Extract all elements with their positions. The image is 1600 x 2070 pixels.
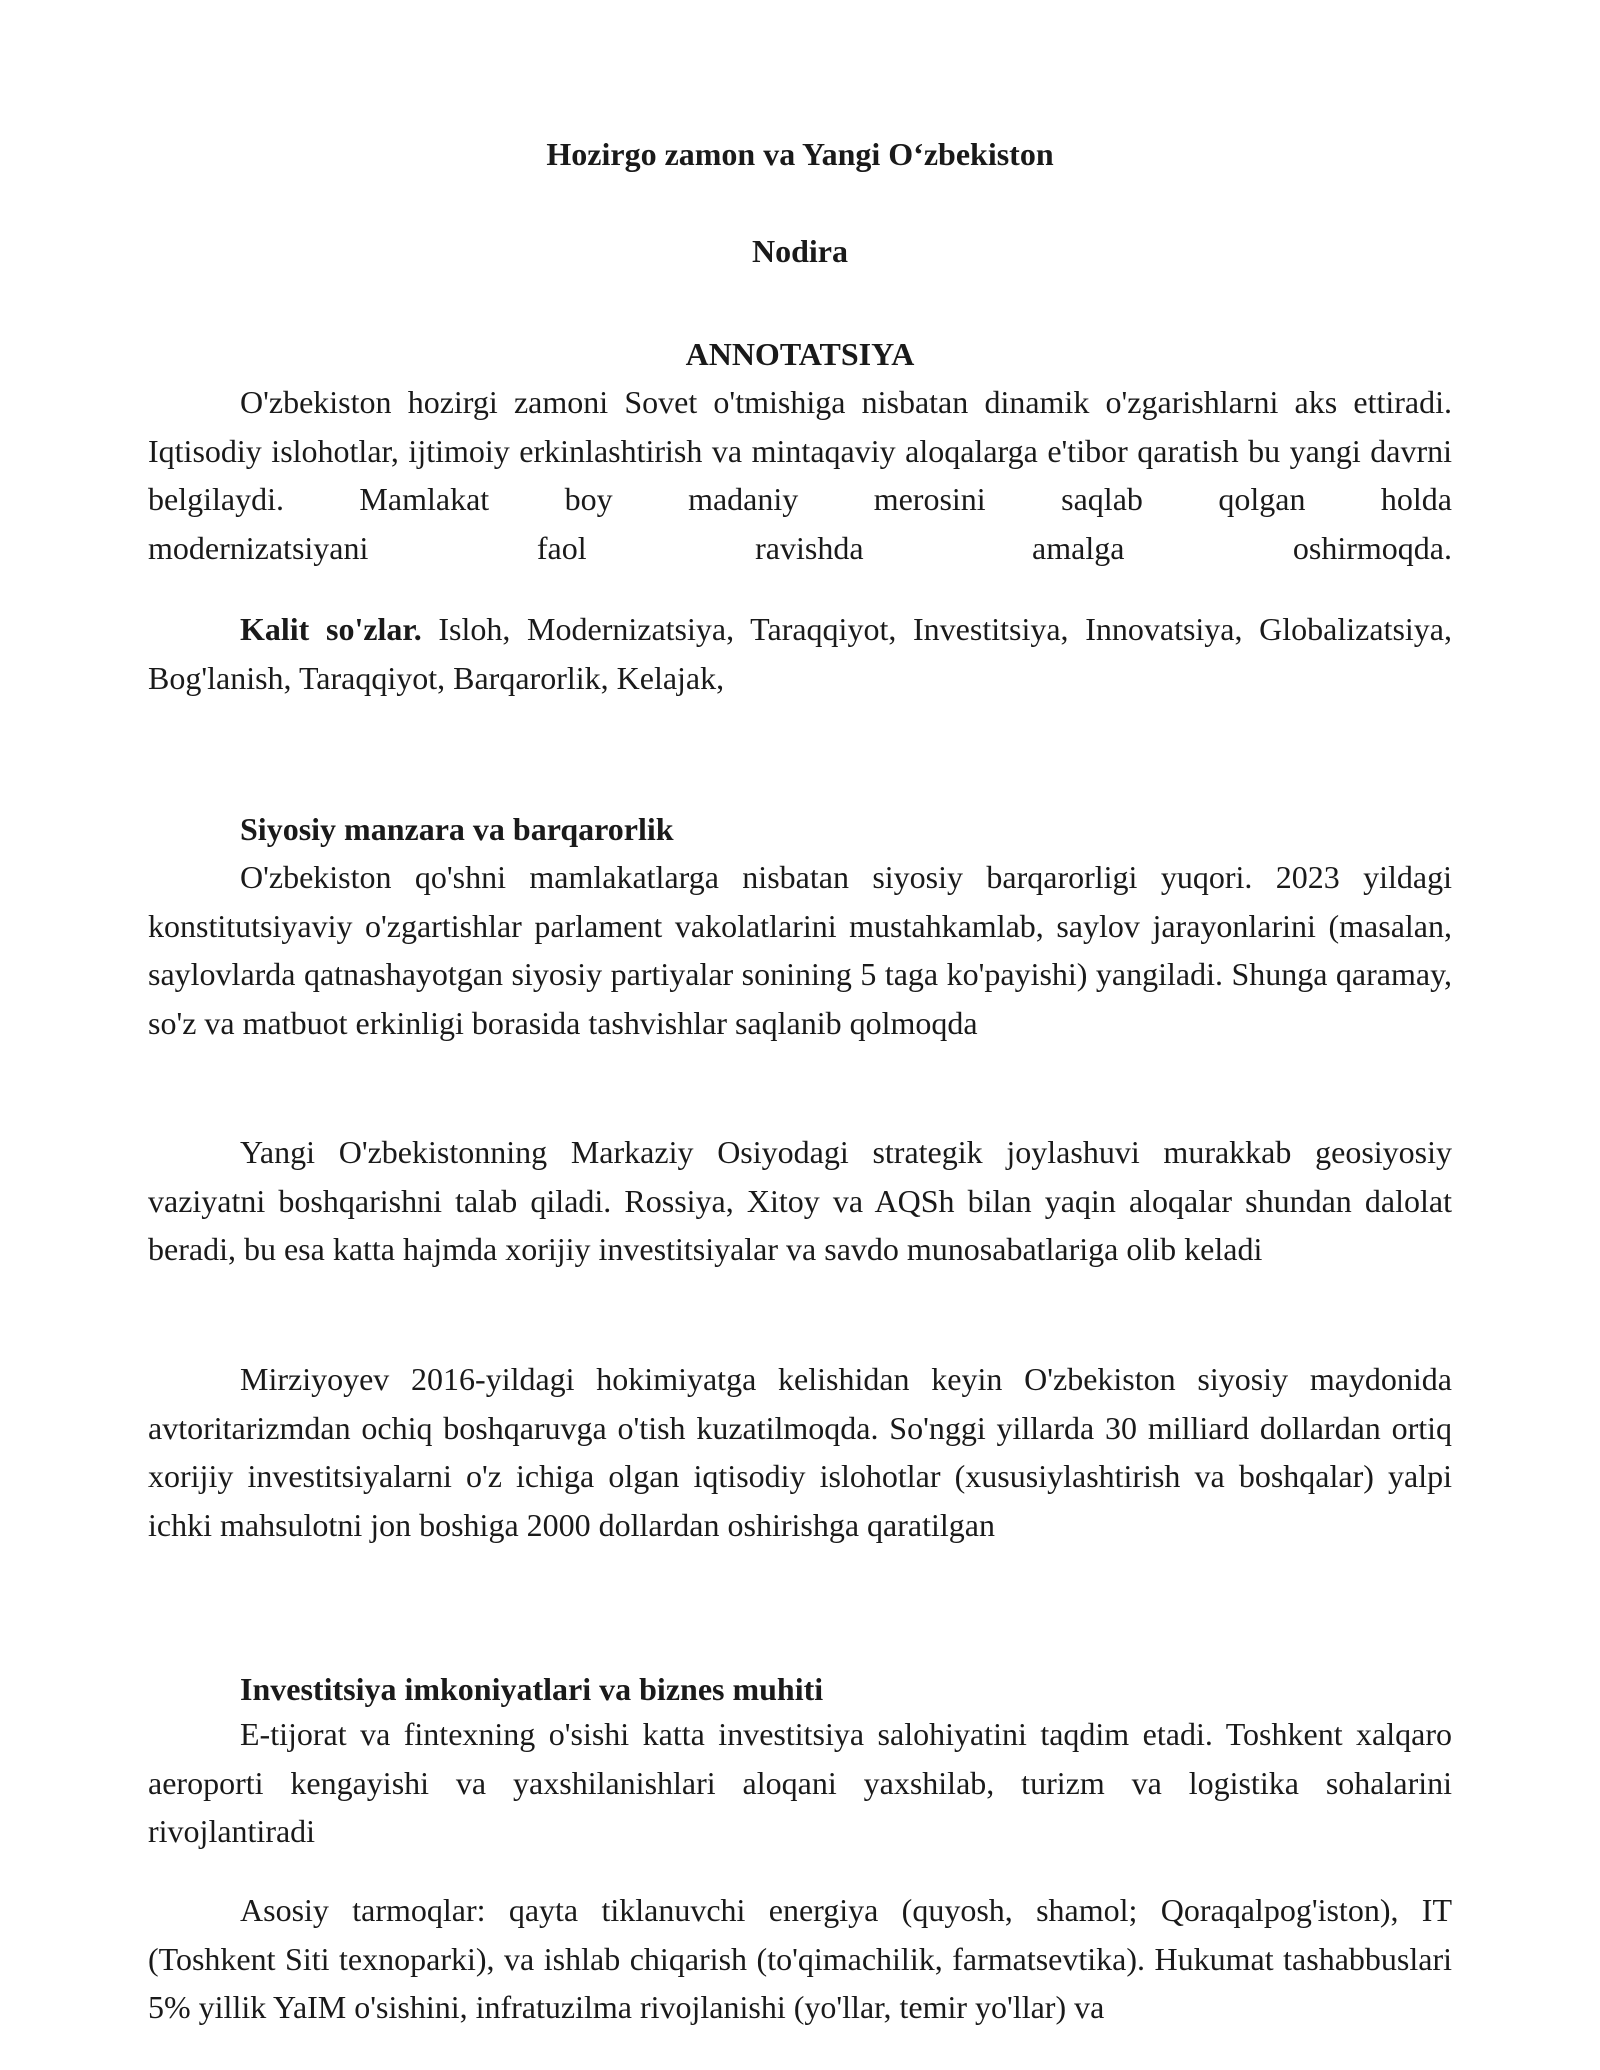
abstract-text-main: O'zbekiston hozirgi zamoni Sovet o'tmishiga nisbatan dinamik o'zgarishlarni aks ettiradi. Iqtisodiy islohotlar, ijtimoiy erkinlashtirish va mintaqaviy aloqalarga e'tibor qaratish bu yangi davrni belgilaydi. Mamlakat boy madaniy merosini saqlab qolgan holda (148, 384, 1452, 517)
keywords-paragraph (148, 605, 1452, 702)
paragraph-text: E-tijorat va fintexning o'sishi katta investitsiya salohiyatini taqdim etadi. Toshkent xalqaro aeroporti kengayishi va yaxshilanishlari aloqani yaxshilab, turizm va logistika sohalarini rivojlantiradi (148, 1716, 1452, 1849)
section-political-p3 (148, 1355, 1452, 1549)
keywords-label: Kalit so'zlar. (240, 611, 422, 647)
document-author: Nodira (752, 233, 848, 269)
section-heading-political: Siyosiy manzara va barqarorlik (240, 811, 674, 847)
document-title: Hozirgo zamon va Yangi O‘zbekiston (546, 136, 1054, 172)
abstract-text-last-line: modernizatsiyani faol ravishda amalga oshirmoqda. (148, 529, 1452, 566)
paragraph-text: Yangi O'zbekistonning Markaziy Osiyodagi strategik joylashuvi murakkab geosiyosiy vaziyatni boshqarishni talab qiladi. Rossiya, Xitoy va AQSh bilan yaqin aloqalar shundan dalolat beradi, bu esa katta hajmda xorijiy investitsiyalar va savdo munosabatlariga olib keladi (148, 1134, 1452, 1267)
paragraph-text: O'zbekiston qo'shni mamlakatlarga nisbatan siyosiy barqarorligi yuqori. 2023 yildagi konstitutsiyaviy o'zgartishlar parlament vakolatlarini mustahkamlab, saylov jarayonlarini (masalan, saylovlarda qatnashayotgan siyosiy partiyalar sonining 5 taga ko'payishi) yangiladi. Shunga qaramay, so'z va matbuot erkinligi borasida tashvishlar saqlanib qolmoqda (148, 859, 1452, 1041)
paragraph-text: Asosiy tarmoqlar: qayta tiklanuvchi energiya (quyosh, shamol; Qoraqalpog'iston), IT (Toshkent Siti texnoparki), va ishlab chiqarish (to'qimachilik, farmatsevtika). Hukumat tashabbuslari 5% yillik YaIM o'sishini, infratuzilma rivojlanishi (yo'llar, temir yo'llar) va (148, 1892, 1452, 2025)
keywords-text: Isloh, Modernizatsiya, Taraqqiyot, Investitsiya, Innovatsiya, Globalizatsiya, Bog'lanish, Taraqqiyot, Barqarorlik, Kelajak, (148, 611, 1453, 696)
section-investment-p1 (148, 1710, 1452, 1856)
abstract-paragraph (148, 378, 1452, 572)
section-political-p2 (148, 1128, 1452, 1274)
abstract-heading: ANNOTATSIYA (685, 336, 915, 372)
section-investment-p2 (148, 1886, 1452, 2032)
section-political-p1 (148, 853, 1452, 1047)
paragraph-text: Mirziyoyev 2016-yildagi hokimiyatga kelishidan keyin O'zbekiston siyosiy maydonida avtoritarizmdan ochiq boshqaruvga o'tish kuzatilmoqda. So'nggi yillarda 30 milliard dollardan ortiq xorijiy investitsiyalarni o'z ichiga olgan iqtisodiy islohotlar (xususiylashtirish va boshqalar) yalpi ichki mahsulotni jon boshiga 2000 dollardan oshirishga qaratilgan (148, 1361, 1452, 1543)
section-heading-investment: Investitsiya imkoniyatlari va biznes muhiti (240, 1671, 824, 1707)
